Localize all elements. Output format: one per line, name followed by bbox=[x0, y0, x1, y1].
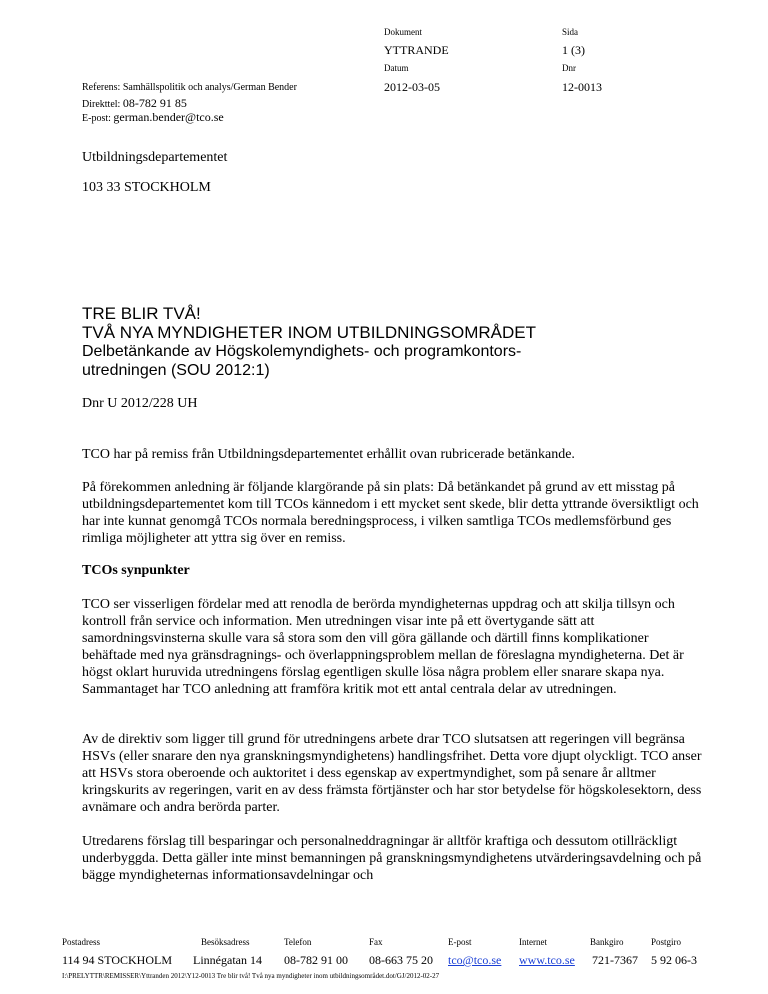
footer-besok-label: Besöksadress bbox=[201, 937, 250, 947]
footer-fax: 08-663 75 20 bbox=[369, 953, 433, 967]
reference-line: Referens: Samhällspolitik och analys/German Bender bbox=[82, 82, 297, 93]
footer-telefon: 08-782 91 00 bbox=[284, 953, 348, 967]
paragraph-4: Av de direktiv som ligger till grund för utredningens arbete drar TCO slutsatsen att regeringen vill begränsa HSVs (eller snarare den nya granskningsmyndighetens) handlingsfrihet. Detta vore djupt olyckligt. TCO anser att HSVs stora oberoende och auktoritet i dess egenskap av expertmyndighet, som på senare år alltmer kringskurits av regeringen, varit en av dess främsta förtjänster och har stor betydelse för högskolesektorn, dess avnämare och andra berörda parter. bbox=[82, 732, 702, 815]
direct-phone-value: 08-782 91 85 bbox=[122, 96, 187, 110]
email-value: german.bender@tco.se bbox=[113, 110, 224, 124]
footer-postadress: 114 94 STOCKHOLM bbox=[62, 953, 173, 967]
footer-bankgiro-label: Bankgiro bbox=[590, 937, 624, 947]
footer-bankgiro: 721-7367 bbox=[592, 953, 638, 967]
document-label: Dokument bbox=[384, 27, 422, 37]
footer-internet-label: Internet bbox=[519, 937, 547, 947]
direct-phone bbox=[82, 96, 187, 111]
footer-email-link[interactable]: tco@tco.se bbox=[448, 953, 502, 967]
date-value: 2012-03-05 bbox=[384, 80, 440, 94]
file-path: I:\PRELYTTR\REMISSER\Yttranden 2012\Y12-0013 Tre blir två! Två nya myndigheter inom utbildningsområdet.dot/GJ/2012-02-27 bbox=[62, 972, 440, 980]
document-type: YTTRANDE bbox=[384, 43, 449, 57]
footer-telefon-label: Telefon bbox=[284, 937, 312, 947]
paragraph-1: TCO har på remiss från Utbildningsdepartementet erhållit ovan rubricerade betänkande. bbox=[82, 447, 575, 462]
footer-postgiro-label: Postgiro bbox=[651, 937, 682, 947]
page-number: 1 (3) bbox=[562, 43, 585, 57]
section-heading: TCOs synpunkter bbox=[82, 563, 190, 578]
paragraph-2: På förekommen anledning är följande klargörande på sin plats: Då betänkandet på grund av ett misstag på utbildningsdepartementet kom till TCOs kännedom i ett mycket sent skede, blir detta yttrande översiktligt och har inte kunnat genomgå TCOs normala beredningsprocess, i vilken samtliga TCOs medlemsförbund ges rimliga möjligheter att yttra sig över en remiss. bbox=[82, 480, 699, 546]
footer-fax-label: Fax bbox=[369, 937, 383, 947]
reference-dnr: Dnr U 2012/228 UH bbox=[82, 396, 198, 411]
email-label: E-post: bbox=[82, 113, 111, 124]
recipient-address: 103 33 STOCKHOLM bbox=[82, 180, 211, 195]
direct-phone-label: Direkttel: bbox=[82, 99, 121, 110]
footer-website-link[interactable]: www.tco.se bbox=[519, 953, 575, 967]
recipient-name: Utbildningsdepartementet bbox=[82, 150, 228, 165]
subtitle-line-1: Delbetänkande av Högskolemyndighets- och programkontors- bbox=[82, 343, 522, 360]
document-title bbox=[82, 304, 702, 380]
page-label: Sida bbox=[562, 27, 579, 37]
footer-postgiro: 5 92 06-3 bbox=[651, 953, 697, 967]
dnr-label: Dnr bbox=[562, 63, 576, 73]
footer-epost-label: E-post bbox=[448, 937, 472, 947]
title-line-1: TRE BLIR TVÅ! bbox=[82, 304, 201, 323]
footer-besoksadress: Linnégatan 14 bbox=[193, 953, 262, 967]
paragraph-3: TCO ser visserligen fördelar med att renodla de berörda myndigheternas uppdrag och att skilja tillsyn och kontroll från service och information. Men utredningen visar inte på ett övertygande sätt att samordningsvinsterna skulle vara så stora som den vill göra gällande och därtill finns komplikationer behäftade med nya gränsdragnings- och överlappningsproblem mellan de föreslagna myndigheterna. Det är högst oklart huruvida utredningens förslag egentligen skulle lösa några problem eller snarare skapa nya. Sammantaget har TCO anledning att framföra kritik mot ett antal centrala delar av utredningen. bbox=[82, 597, 684, 697]
title-line-2: TVÅ NYA MYNDIGHETER INOM UTBILDNINGSOMRÅDET bbox=[82, 323, 537, 342]
subtitle-line-2: utredningen (SOU 2012:1) bbox=[82, 362, 270, 379]
paragraph-5: Utredarens förslag till besparingar och personalneddragningar är alltför kraftiga och dessutom otillräckligt underbyggda. Detta gäller inte minst bemanningen på granskningsmyndighetens utvärderingsavdelning och på bägge myndigheternas informationsavdelningar och bbox=[82, 834, 702, 883]
email-line bbox=[82, 110, 224, 125]
date-label: Datum bbox=[384, 63, 409, 73]
dnr-value: 12-0013 bbox=[562, 80, 602, 94]
footer-postadress-label: Postadress bbox=[62, 937, 100, 947]
